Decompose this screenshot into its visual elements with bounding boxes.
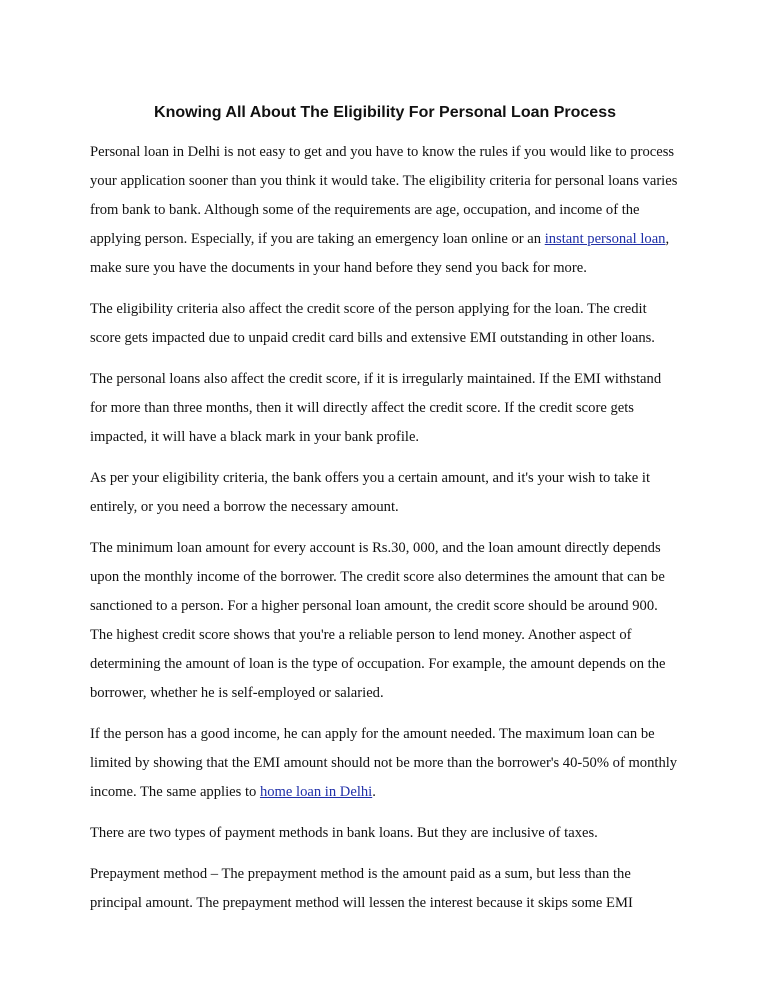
paragraph-payment-methods: There are two types of payment methods in bank loans. But they are inclusive of taxes. — [90, 825, 598, 841]
paragraph-intro-text-start: Personal loan in Delhi is not easy to get and you have to know the rules if you would like to process your application sooner than you think it would take. The eligibility criteria for personal loans varies from bank to bank. Although some of the requirements are age, occupation, and income of the applying person. Especially, if you are taking an emergency loan online or an — [90, 144, 678, 247]
paragraph-prepayment-method: Prepayment method – The prepayment method is the amount paid as a sum, but less than the principal amount. The prepayment method will lessen the interest because it skips some EMI — [90, 866, 633, 911]
paragraph-maximum-loan-text-start: If the person has a good income, he can apply for the amount needed. The maximum loan can be limited by showing that the EMI amount should not be more than the borrower's 40-50% of monthly income. The same applies to — [90, 726, 678, 800]
paragraph-offered-amount: As per your eligibility criteria, the bank offers you a certain amount, and it's your wish to take it entirely, or you need a borrow the necessary amount. — [90, 470, 651, 515]
instant-personal-loan-link[interactable]: instant personal loan — [544, 231, 666, 247]
paragraph-maximum-loan-text-end: . — [372, 784, 376, 800]
paragraph-intro-text-end: , make sure you have the documents in your hand before they send you back for more. — [90, 231, 670, 276]
paragraph-intro — [90, 138, 680, 283]
home-loan-delhi-link[interactable]: home loan in Delhi — [259, 784, 373, 800]
document-body — [90, 100, 680, 930]
paragraph-maximum-loan — [90, 720, 680, 807]
paragraph-minimum-amount: The minimum loan amount for every account is Rs.30, 000, and the loan amount directly depends upon the monthly income of the borrower. The credit score also determines the amount that can be sanctioned to a person. For a higher personal loan amount, the credit score should be around 900. The highest credit score shows that you're a reliable person to lend money. Another aspect of determining the amount of loan is the type of occupation. For example, the amount depends on the borrower, whether he is self-employed or salaried. — [90, 540, 666, 701]
paragraph-credit-score-effect: The eligibility criteria also affect the credit score of the person applying for the loan. The credit score gets impacted due to unpaid credit card bills and extensive EMI outstanding in other loans. — [90, 301, 655, 346]
paragraph-irregular-maintenance: The personal loans also affect the credit score, if it is irregularly maintained. If the EMI withstand for more than three months, then it will directly affect the credit score. If the credit score gets impacted, it will have a black mark in your bank profile. — [90, 371, 662, 445]
document-title: Knowing All About The Eligibility For Personal Loan Process — [154, 104, 616, 121]
